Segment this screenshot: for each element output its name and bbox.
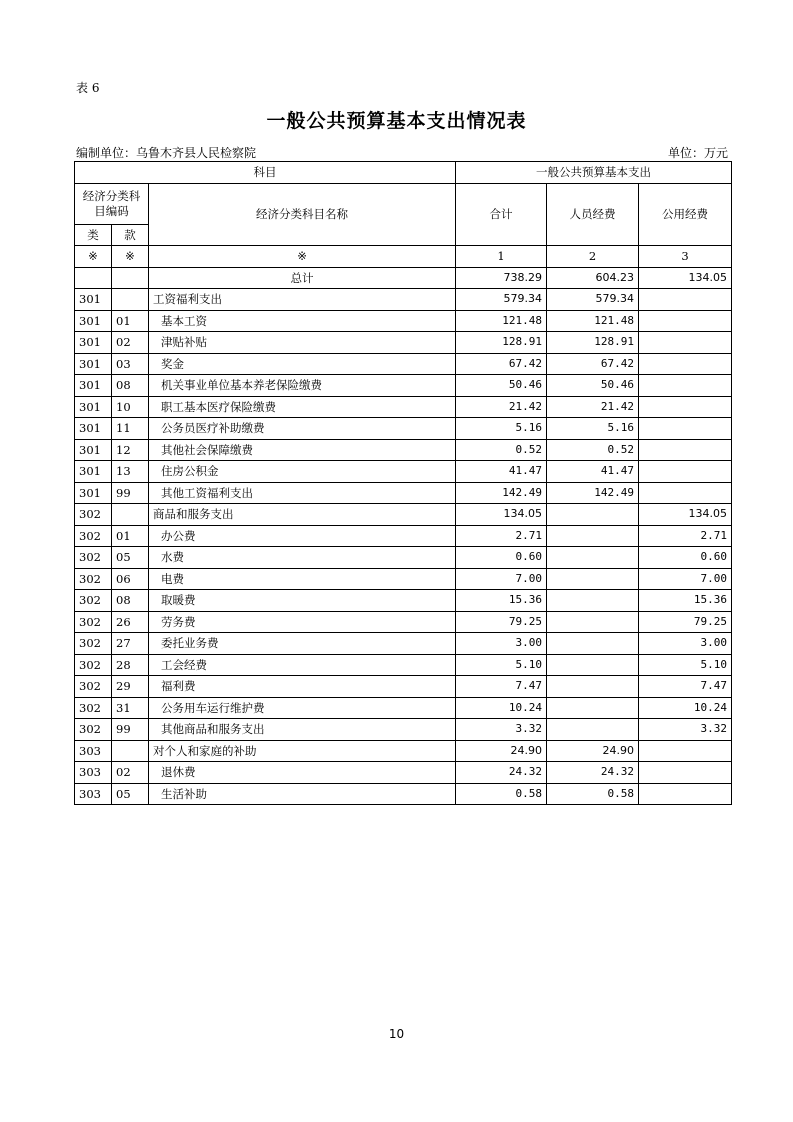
cell-lei: 302 xyxy=(75,547,112,569)
cell-kuan xyxy=(112,504,149,526)
cell-kuan: 05 xyxy=(112,547,149,569)
cell-lei: 303 xyxy=(75,783,112,805)
currency-unit: 单位：万元 xyxy=(667,146,728,160)
cell-public xyxy=(639,418,732,440)
cell-name: 津贴补贴 xyxy=(149,332,456,354)
table-row xyxy=(75,439,732,461)
table-row xyxy=(75,697,732,719)
cell-public xyxy=(639,762,732,784)
cell-public xyxy=(639,439,732,461)
header-row-1 xyxy=(75,162,732,184)
cell-name: 办公费 xyxy=(149,525,456,547)
cell-personnel: 0.58 xyxy=(547,783,639,805)
cell-total: 5.10 xyxy=(456,654,547,676)
table-row xyxy=(75,353,732,375)
header-name-col: 经济分类科目名称 xyxy=(149,183,456,246)
cell-public xyxy=(639,332,732,354)
cell-lei: 301 xyxy=(75,482,112,504)
cell-name: 生活补助 xyxy=(149,783,456,805)
cell-total: 3.32 xyxy=(456,719,547,741)
cell-total: 3.00 xyxy=(456,633,547,655)
cell-personnel: 24.32 xyxy=(547,762,639,784)
table-row xyxy=(75,568,732,590)
cell-public: 3.00 xyxy=(639,633,732,655)
cell-total: 579.34 xyxy=(456,289,547,311)
table-row xyxy=(75,762,732,784)
cell-lei: 303 xyxy=(75,762,112,784)
table-row xyxy=(75,375,732,397)
cell-kuan: 08 xyxy=(112,375,149,397)
cell-name: 劳务费 xyxy=(149,611,456,633)
cell-public: 3.32 xyxy=(639,719,732,741)
cell-name: 委托业务费 xyxy=(149,633,456,655)
cell-lei: 301 xyxy=(75,375,112,397)
cell-name: 对个人和家庭的补助 xyxy=(149,740,456,762)
cell-name: 福利费 xyxy=(149,676,456,698)
header-code-line1: 经济分类科 xyxy=(82,188,141,203)
cell-personnel xyxy=(547,547,639,569)
total-kuan xyxy=(112,267,149,289)
header-code-group xyxy=(75,183,149,224)
cell-lei: 301 xyxy=(75,396,112,418)
cell-kuan: 03 xyxy=(112,353,149,375)
cell-personnel xyxy=(547,654,639,676)
cell-kuan: 06 xyxy=(112,568,149,590)
cell-public xyxy=(639,289,732,311)
mark-name: ※ xyxy=(149,246,456,268)
header-subject: 科目 xyxy=(75,162,456,184)
cell-total: 10.24 xyxy=(456,697,547,719)
header-code-line2: 目编码 xyxy=(94,203,129,218)
cell-kuan: 28 xyxy=(112,654,149,676)
cell-public: 7.00 xyxy=(639,568,732,590)
cell-total: 50.46 xyxy=(456,375,547,397)
cell-public: 15.36 xyxy=(639,590,732,612)
cell-personnel xyxy=(547,697,639,719)
header-row-4 xyxy=(75,246,732,268)
cell-public: 5.10 xyxy=(639,654,732,676)
cell-total: 128.91 xyxy=(456,332,547,354)
table-row xyxy=(75,676,732,698)
cell-public xyxy=(639,461,732,483)
cell-lei: 301 xyxy=(75,439,112,461)
cell-lei: 302 xyxy=(75,525,112,547)
cell-public: 79.25 xyxy=(639,611,732,633)
cell-total: 79.25 xyxy=(456,611,547,633)
cell-total: 121.48 xyxy=(456,310,547,332)
cell-personnel xyxy=(547,590,639,612)
cell-name: 退休费 xyxy=(149,762,456,784)
cell-public xyxy=(639,482,732,504)
cell-total: 7.00 xyxy=(456,568,547,590)
cell-public xyxy=(639,740,732,762)
cell-name: 水费 xyxy=(149,547,456,569)
cell-public xyxy=(639,310,732,332)
header-kuan: 款 xyxy=(112,224,149,246)
cell-name: 机关事业单位基本养老保险缴费 xyxy=(149,375,456,397)
cell-public xyxy=(639,783,732,805)
category-row xyxy=(75,504,732,526)
header-total-col: 合计 xyxy=(456,183,547,246)
total-public: 134.05 xyxy=(639,267,732,289)
cell-total: 67.42 xyxy=(456,353,547,375)
total-total: 738.29 xyxy=(456,267,547,289)
cell-personnel xyxy=(547,568,639,590)
cell-kuan: 01 xyxy=(112,310,149,332)
cell-total: 24.32 xyxy=(456,762,547,784)
cell-name: 住房公积金 xyxy=(149,461,456,483)
unit-line xyxy=(76,144,728,161)
cell-personnel: 21.42 xyxy=(547,396,639,418)
table-row xyxy=(75,310,732,332)
cell-total: 5.16 xyxy=(456,418,547,440)
cell-personnel xyxy=(547,525,639,547)
cell-lei: 301 xyxy=(75,353,112,375)
col-index-2: 2 xyxy=(547,246,639,268)
cell-public: 0.60 xyxy=(639,547,732,569)
cell-kuan: 27 xyxy=(112,633,149,655)
cell-lei: 301 xyxy=(75,418,112,440)
cell-kuan: 01 xyxy=(112,525,149,547)
cell-kuan: 13 xyxy=(112,461,149,483)
cell-lei: 302 xyxy=(75,611,112,633)
table-row xyxy=(75,461,732,483)
page-number: 10 xyxy=(388,1027,405,1041)
cell-public: 134.05 xyxy=(639,504,732,526)
cell-personnel: 41.47 xyxy=(547,461,639,483)
category-row xyxy=(75,289,732,311)
col-index-3: 3 xyxy=(639,246,732,268)
cell-public xyxy=(639,375,732,397)
category-row xyxy=(75,740,732,762)
cell-personnel xyxy=(547,719,639,741)
cell-kuan: 12 xyxy=(112,439,149,461)
cell-personnel: 50.46 xyxy=(547,375,639,397)
cell-kuan: 99 xyxy=(112,719,149,741)
table-number: 表 6 xyxy=(76,81,100,95)
header-row-2 xyxy=(75,183,732,224)
cell-total: 21.42 xyxy=(456,396,547,418)
table-row xyxy=(75,611,732,633)
cell-lei: 302 xyxy=(75,719,112,741)
cell-public xyxy=(639,353,732,375)
cell-name: 工资福利支出 xyxy=(149,289,456,311)
total-personnel: 604.23 xyxy=(547,267,639,289)
table-row xyxy=(75,633,732,655)
cell-kuan: 31 xyxy=(112,697,149,719)
cell-name: 其他工资福利支出 xyxy=(149,482,456,504)
cell-kuan: 08 xyxy=(112,590,149,612)
cell-personnel xyxy=(547,676,639,698)
cell-name: 其他社会保障缴费 xyxy=(149,439,456,461)
cell-name: 取暖费 xyxy=(149,590,456,612)
header-lei: 类 xyxy=(75,224,112,246)
cell-personnel: 24.90 xyxy=(547,740,639,762)
total-row xyxy=(75,267,732,289)
cell-lei: 302 xyxy=(75,568,112,590)
cell-lei: 301 xyxy=(75,310,112,332)
cell-lei: 302 xyxy=(75,590,112,612)
cell-personnel xyxy=(547,611,639,633)
header-public-col: 公用经费 xyxy=(639,183,732,246)
mark-kuan: ※ xyxy=(112,246,149,268)
cell-kuan: 02 xyxy=(112,332,149,354)
cell-lei: 301 xyxy=(75,461,112,483)
cell-lei: 302 xyxy=(75,504,112,526)
cell-personnel xyxy=(547,633,639,655)
cell-kuan: 05 xyxy=(112,783,149,805)
budget-table xyxy=(74,161,732,805)
cell-lei: 302 xyxy=(75,676,112,698)
cell-total: 134.05 xyxy=(456,504,547,526)
cell-name: 奖金 xyxy=(149,353,456,375)
cell-personnel: 142.49 xyxy=(547,482,639,504)
cell-name: 工会经费 xyxy=(149,654,456,676)
cell-kuan: 99 xyxy=(112,482,149,504)
cell-name: 公务用车运行维护费 xyxy=(149,697,456,719)
table-row xyxy=(75,482,732,504)
cell-lei: 303 xyxy=(75,740,112,762)
col-index-1: 1 xyxy=(456,246,547,268)
total-label: 总计 xyxy=(149,267,456,289)
table-row xyxy=(75,590,732,612)
cell-name: 职工基本医疗保险缴费 xyxy=(149,396,456,418)
cell-personnel: 0.52 xyxy=(547,439,639,461)
table-row xyxy=(75,783,732,805)
cell-kuan xyxy=(112,740,149,762)
cell-lei: 302 xyxy=(75,697,112,719)
cell-total: 7.47 xyxy=(456,676,547,698)
cell-total: 0.60 xyxy=(456,547,547,569)
cell-kuan: 10 xyxy=(112,396,149,418)
cell-lei: 301 xyxy=(75,332,112,354)
header-personnel-col: 人员经费 xyxy=(547,183,639,246)
cell-total: 15.36 xyxy=(456,590,547,612)
mark-lei: ※ xyxy=(75,246,112,268)
cell-personnel: 67.42 xyxy=(547,353,639,375)
page-title: 一般公共预算基本支出情况表 xyxy=(266,110,527,132)
cell-lei: 302 xyxy=(75,654,112,676)
cell-lei: 302 xyxy=(75,633,112,655)
cell-kuan: 26 xyxy=(112,611,149,633)
cell-personnel: 128.91 xyxy=(547,332,639,354)
cell-kuan xyxy=(112,289,149,311)
cell-total: 24.90 xyxy=(456,740,547,762)
cell-public: 7.47 xyxy=(639,676,732,698)
cell-kuan: 02 xyxy=(112,762,149,784)
cell-public xyxy=(639,396,732,418)
table-row xyxy=(75,525,732,547)
cell-kuan: 11 xyxy=(112,418,149,440)
table-row xyxy=(75,396,732,418)
cell-lei: 301 xyxy=(75,289,112,311)
cell-total: 2.71 xyxy=(456,525,547,547)
cell-name: 基本工资 xyxy=(149,310,456,332)
table-row xyxy=(75,719,732,741)
header-expense-group: 一般公共预算基本支出 xyxy=(456,162,732,184)
cell-public: 10.24 xyxy=(639,697,732,719)
cell-name: 公务员医疗补助缴费 xyxy=(149,418,456,440)
cell-total: 41.47 xyxy=(456,461,547,483)
cell-personnel: 5.16 xyxy=(547,418,639,440)
table-row xyxy=(75,332,732,354)
cell-name: 电费 xyxy=(149,568,456,590)
cell-personnel: 121.48 xyxy=(547,310,639,332)
compiling-unit: 编制单位：乌鲁木齐县人民检察院 xyxy=(76,146,257,160)
cell-total: 0.58 xyxy=(456,783,547,805)
table-row xyxy=(75,418,732,440)
cell-public: 2.71 xyxy=(639,525,732,547)
cell-personnel xyxy=(547,504,639,526)
total-lei xyxy=(75,267,112,289)
cell-personnel: 579.34 xyxy=(547,289,639,311)
cell-total: 142.49 xyxy=(456,482,547,504)
cell-kuan: 29 xyxy=(112,676,149,698)
cell-total: 0.52 xyxy=(456,439,547,461)
cell-name: 商品和服务支出 xyxy=(149,504,456,526)
cell-name: 其他商品和服务支出 xyxy=(149,719,456,741)
table-row xyxy=(75,654,732,676)
table-row xyxy=(75,547,732,569)
